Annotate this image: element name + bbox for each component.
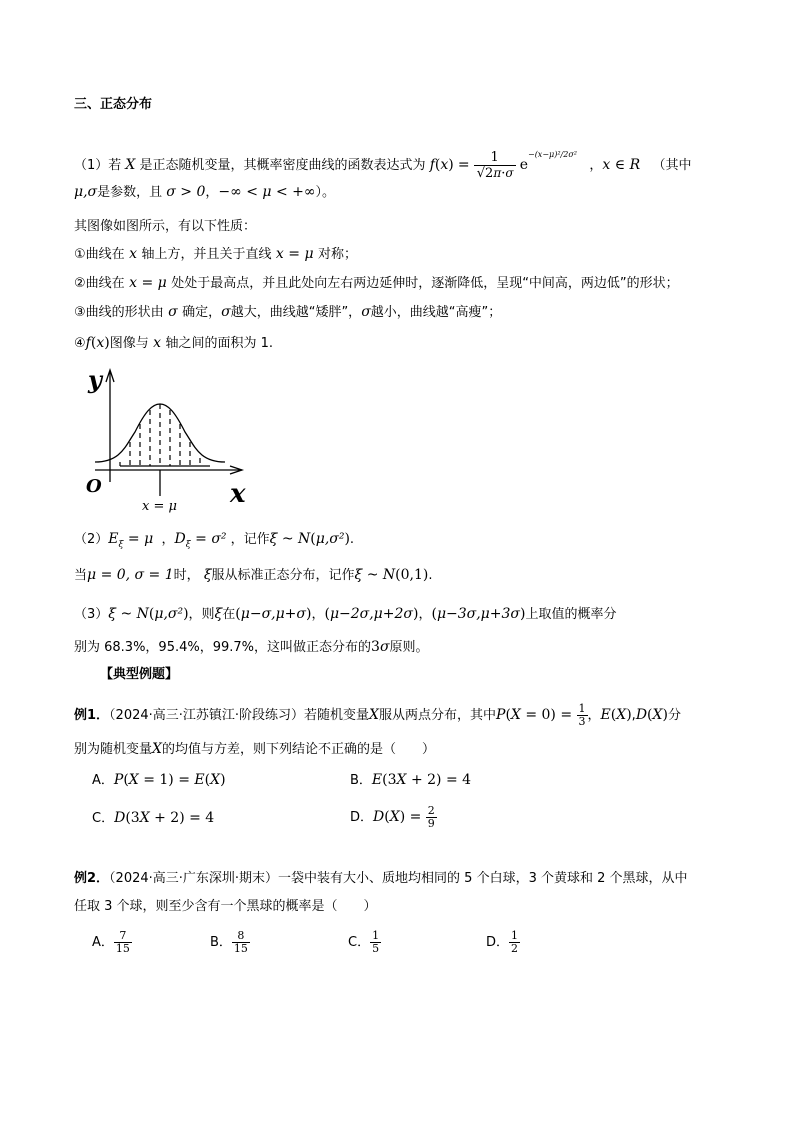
paragraph-2: $(2)E_\xi = \mu$ ，$D_\xi = \sigma^2$ ，记作ξ ~ N(μ,σ²). [74, 531, 355, 550]
paragraph-3-line-1: （3）ξ ~ N(μ,σ²)，则ξ在(μ−σ,μ+σ)，(μ−2σ,μ+2σ)，(μ−3σ,μ+3σ)上取值的概率分 [74, 606, 617, 622]
y-axis-label: y [88, 365, 102, 394]
property-2: ②曲线在 x = μ 处处于最高点，并且此处向左右两边延伸时，逐渐降低，呈现“中间高，两边低”的形状； [74, 275, 679, 291]
x-axis-label: x [230, 479, 246, 509]
mu-label: x = μ [142, 499, 177, 514]
example-1-option-c[interactable]: C．D(3X + 2) = 4 [92, 810, 215, 826]
example-2-option-b[interactable]: B． $\frac{8}{15}$ [210, 929, 248, 955]
paragraph-3-line-2: 别为 68.3%，95.4%，99.7%，这叫做正态分布的3σ原则。 [74, 639, 429, 655]
property-1: ①曲线在 x 轴上方，并且关于直线 x = μ 对称； [74, 246, 358, 262]
density-fraction: $\frac{1}{√2\pi\cdot\sigma}$ [474, 151, 516, 181]
examples-heading: 【典型例题】 [100, 667, 179, 682]
example-1-option-d[interactable]: D．D(X) = $\frac{2}{9}$ [350, 804, 435, 830]
example-2-line-2: 任取 3 个球，则至少含有一个黑球的概率是（ ） [74, 899, 377, 914]
example-2-option-c[interactable]: C． $\frac{1}{5}$ [348, 929, 380, 955]
intro-text: 其图像如图所示，有以下性质： [74, 219, 257, 234]
example-1-line-2: 别为随机变量X的均值与方差，则下列结论不正确的是（ ） [74, 741, 435, 757]
example-2-option-a[interactable]: A． $\frac{7}{15}$ [92, 929, 130, 955]
standard-normal-text: 当μ = 0, σ = 1时， ξ服从标准正态分布，记作ξ ~ N(0,1). [74, 567, 433, 583]
example-2-line-1: 例2．（2024·高三·广东深圳·期末）一袋中装有大小、质地均相同的 5 个白球，3 个黄球和 2 个黑球，从中 [74, 871, 688, 886]
property-4: ④f(x)图像与 x 轴之间的面积为 1. [74, 335, 274, 351]
origin-label: O [86, 476, 102, 497]
example-1-line-1: 例1．（2024·高三·江苏镇江·阶段练习）若随机变量X服从两点分布，其中P(X = 0) = $\frac{1}{3}$ ，E(X),D(X)分 [74, 702, 681, 728]
example-2-option-d[interactable]: D． $\frac{1}{2}$ [486, 929, 519, 955]
example-1-option-a[interactable]: A．P(X = 1) = E(X) [92, 772, 226, 788]
section-title: 三、正态分布 [74, 97, 153, 112]
paragraph-1-line-1: （1）若 X 是正态随机变量，其概率密度曲线的函数表达式为 f(x) = $\frac{1}{√2\pi\cdot\sigma}$ $e^{-(x-\mu)^2/2\sigma^2}$ ，x ∈ R （其中 [74, 149, 692, 181]
property-3: ③曲线的形状由 σ 确定，σ越大，曲线越“矮胖”，σ越小，曲线越“高瘦”； [74, 304, 502, 320]
paragraph-1-line-2: μ,σ是参数，且 σ > 0，−∞ < μ < +∞）。 [74, 184, 336, 200]
example-1-option-b[interactable]: B．E(3X + 2) = 4 [350, 772, 472, 788]
normal-curve-figure [80, 362, 260, 522]
